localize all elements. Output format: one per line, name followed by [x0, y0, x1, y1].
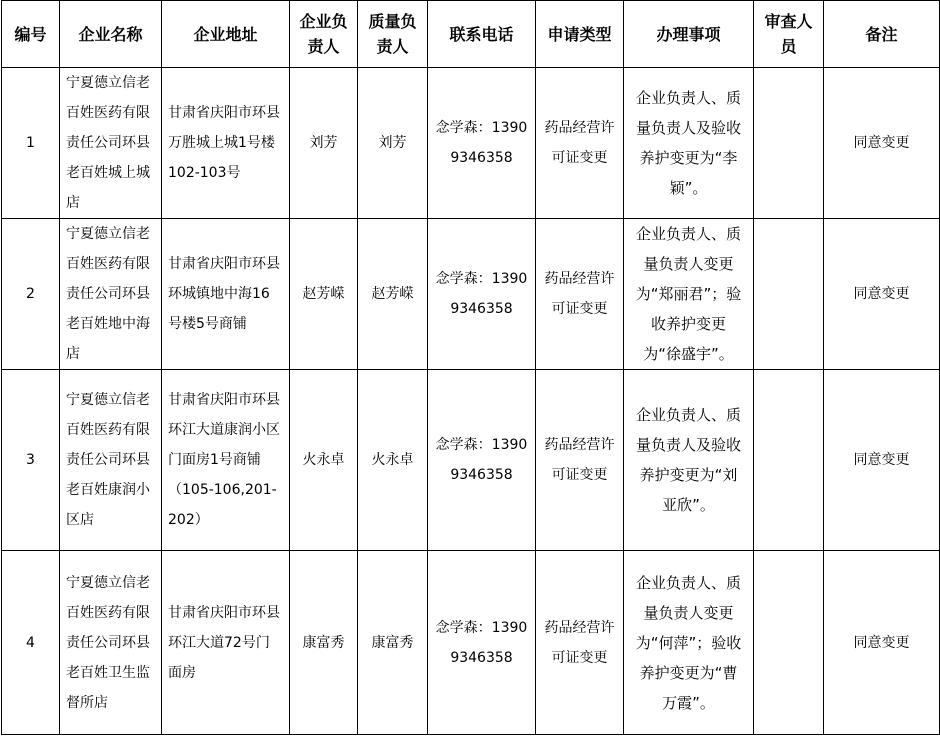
cell-phone: 念学森：13909346358	[428, 219, 536, 370]
cell-matter: 企业负责人、质量负责人变更为“何萍”；验收养护变更为“曹万霞”。	[624, 551, 754, 735]
header-remark: 备注	[824, 1, 940, 68]
cell-company-manager: 火永卓	[290, 370, 358, 551]
cell-remark: 同意变更	[824, 551, 940, 735]
cell-company-manager: 康富秀	[290, 551, 358, 735]
cell-number: 1	[2, 68, 60, 219]
cell-reviewer	[754, 551, 824, 735]
license-change-table	[1, 0, 940, 735]
header-matter: 办理事项	[624, 1, 754, 68]
cell-company-name: 宁夏德立信老百姓医药有限责任公司环县老百姓康润小区店	[60, 370, 162, 551]
cell-application-type: 药品经营许可证变更	[536, 551, 624, 735]
cell-company-address: 甘肃省庆阳市环县环江大道康润小区门面房1号商铺（105-106,201-202）	[162, 370, 290, 551]
cell-remark: 同意变更	[824, 68, 940, 219]
header-phone: 联系电话	[428, 1, 536, 68]
header-company-manager: 企业负责人	[290, 1, 358, 68]
header-company-name: 企业名称	[60, 1, 162, 68]
cell-reviewer	[754, 68, 824, 219]
cell-application-type: 药品经营许可证变更	[536, 68, 624, 219]
cell-quality-manager: 刘芳	[358, 68, 428, 219]
cell-matter: 企业负责人、质量负责人及验收养护变更为“刘亚欣”。	[624, 370, 754, 551]
header-application-type: 申请类型	[536, 1, 624, 68]
cell-phone: 念学森：13909346358	[428, 68, 536, 219]
cell-number: 2	[2, 219, 60, 370]
table-row	[2, 219, 940, 370]
cell-phone: 念学森：13909346358	[428, 551, 536, 735]
cell-number: 4	[2, 551, 60, 735]
header-number: 编号	[2, 1, 60, 68]
cell-company-manager: 刘芳	[290, 68, 358, 219]
cell-company-name: 宁夏德立信老百姓医药有限责任公司环县老百姓卫生监督所店	[60, 551, 162, 735]
cell-reviewer	[754, 370, 824, 551]
cell-reviewer	[754, 219, 824, 370]
cell-phone: 念学森：13909346358	[428, 370, 536, 551]
cell-application-type: 药品经营许可证变更	[536, 219, 624, 370]
header-company-address: 企业地址	[162, 1, 290, 68]
cell-quality-manager: 火永卓	[358, 370, 428, 551]
cell-company-manager: 赵芳嵘	[290, 219, 358, 370]
cell-quality-manager: 赵芳嵘	[358, 219, 428, 370]
cell-matter: 企业负责人、质量负责人及验收养护变更为“李颖”。	[624, 68, 754, 219]
cell-application-type: 药品经营许可证变更	[536, 370, 624, 551]
cell-company-address: 甘肃省庆阳市环县环城镇地中海16号楼5号商铺	[162, 219, 290, 370]
cell-number: 3	[2, 370, 60, 551]
cell-remark: 同意变更	[824, 370, 940, 551]
cell-matter: 企业负责人、质量负责人变更为“郑丽君”；验收养护变更为“徐盛宇”。	[624, 219, 754, 370]
cell-company-name: 宁夏德立信老百姓医药有限责任公司环县老百姓城上城店	[60, 68, 162, 219]
cell-quality-manager: 康富秀	[358, 551, 428, 735]
cell-remark: 同意变更	[824, 219, 940, 370]
cell-company-address: 甘肃省庆阳市环县环江大道72号门面房	[162, 551, 290, 735]
table-header-row	[2, 1, 940, 68]
header-quality-manager: 质量负责人	[358, 1, 428, 68]
header-reviewer: 审查人员	[754, 1, 824, 68]
cell-company-address: 甘肃省庆阳市环县万胜城上城1号楼102-103号	[162, 68, 290, 219]
table-row	[2, 551, 940, 735]
cell-company-name: 宁夏德立信老百姓医药有限责任公司环县老百姓地中海店	[60, 219, 162, 370]
table-row	[2, 68, 940, 219]
table-row	[2, 370, 940, 551]
